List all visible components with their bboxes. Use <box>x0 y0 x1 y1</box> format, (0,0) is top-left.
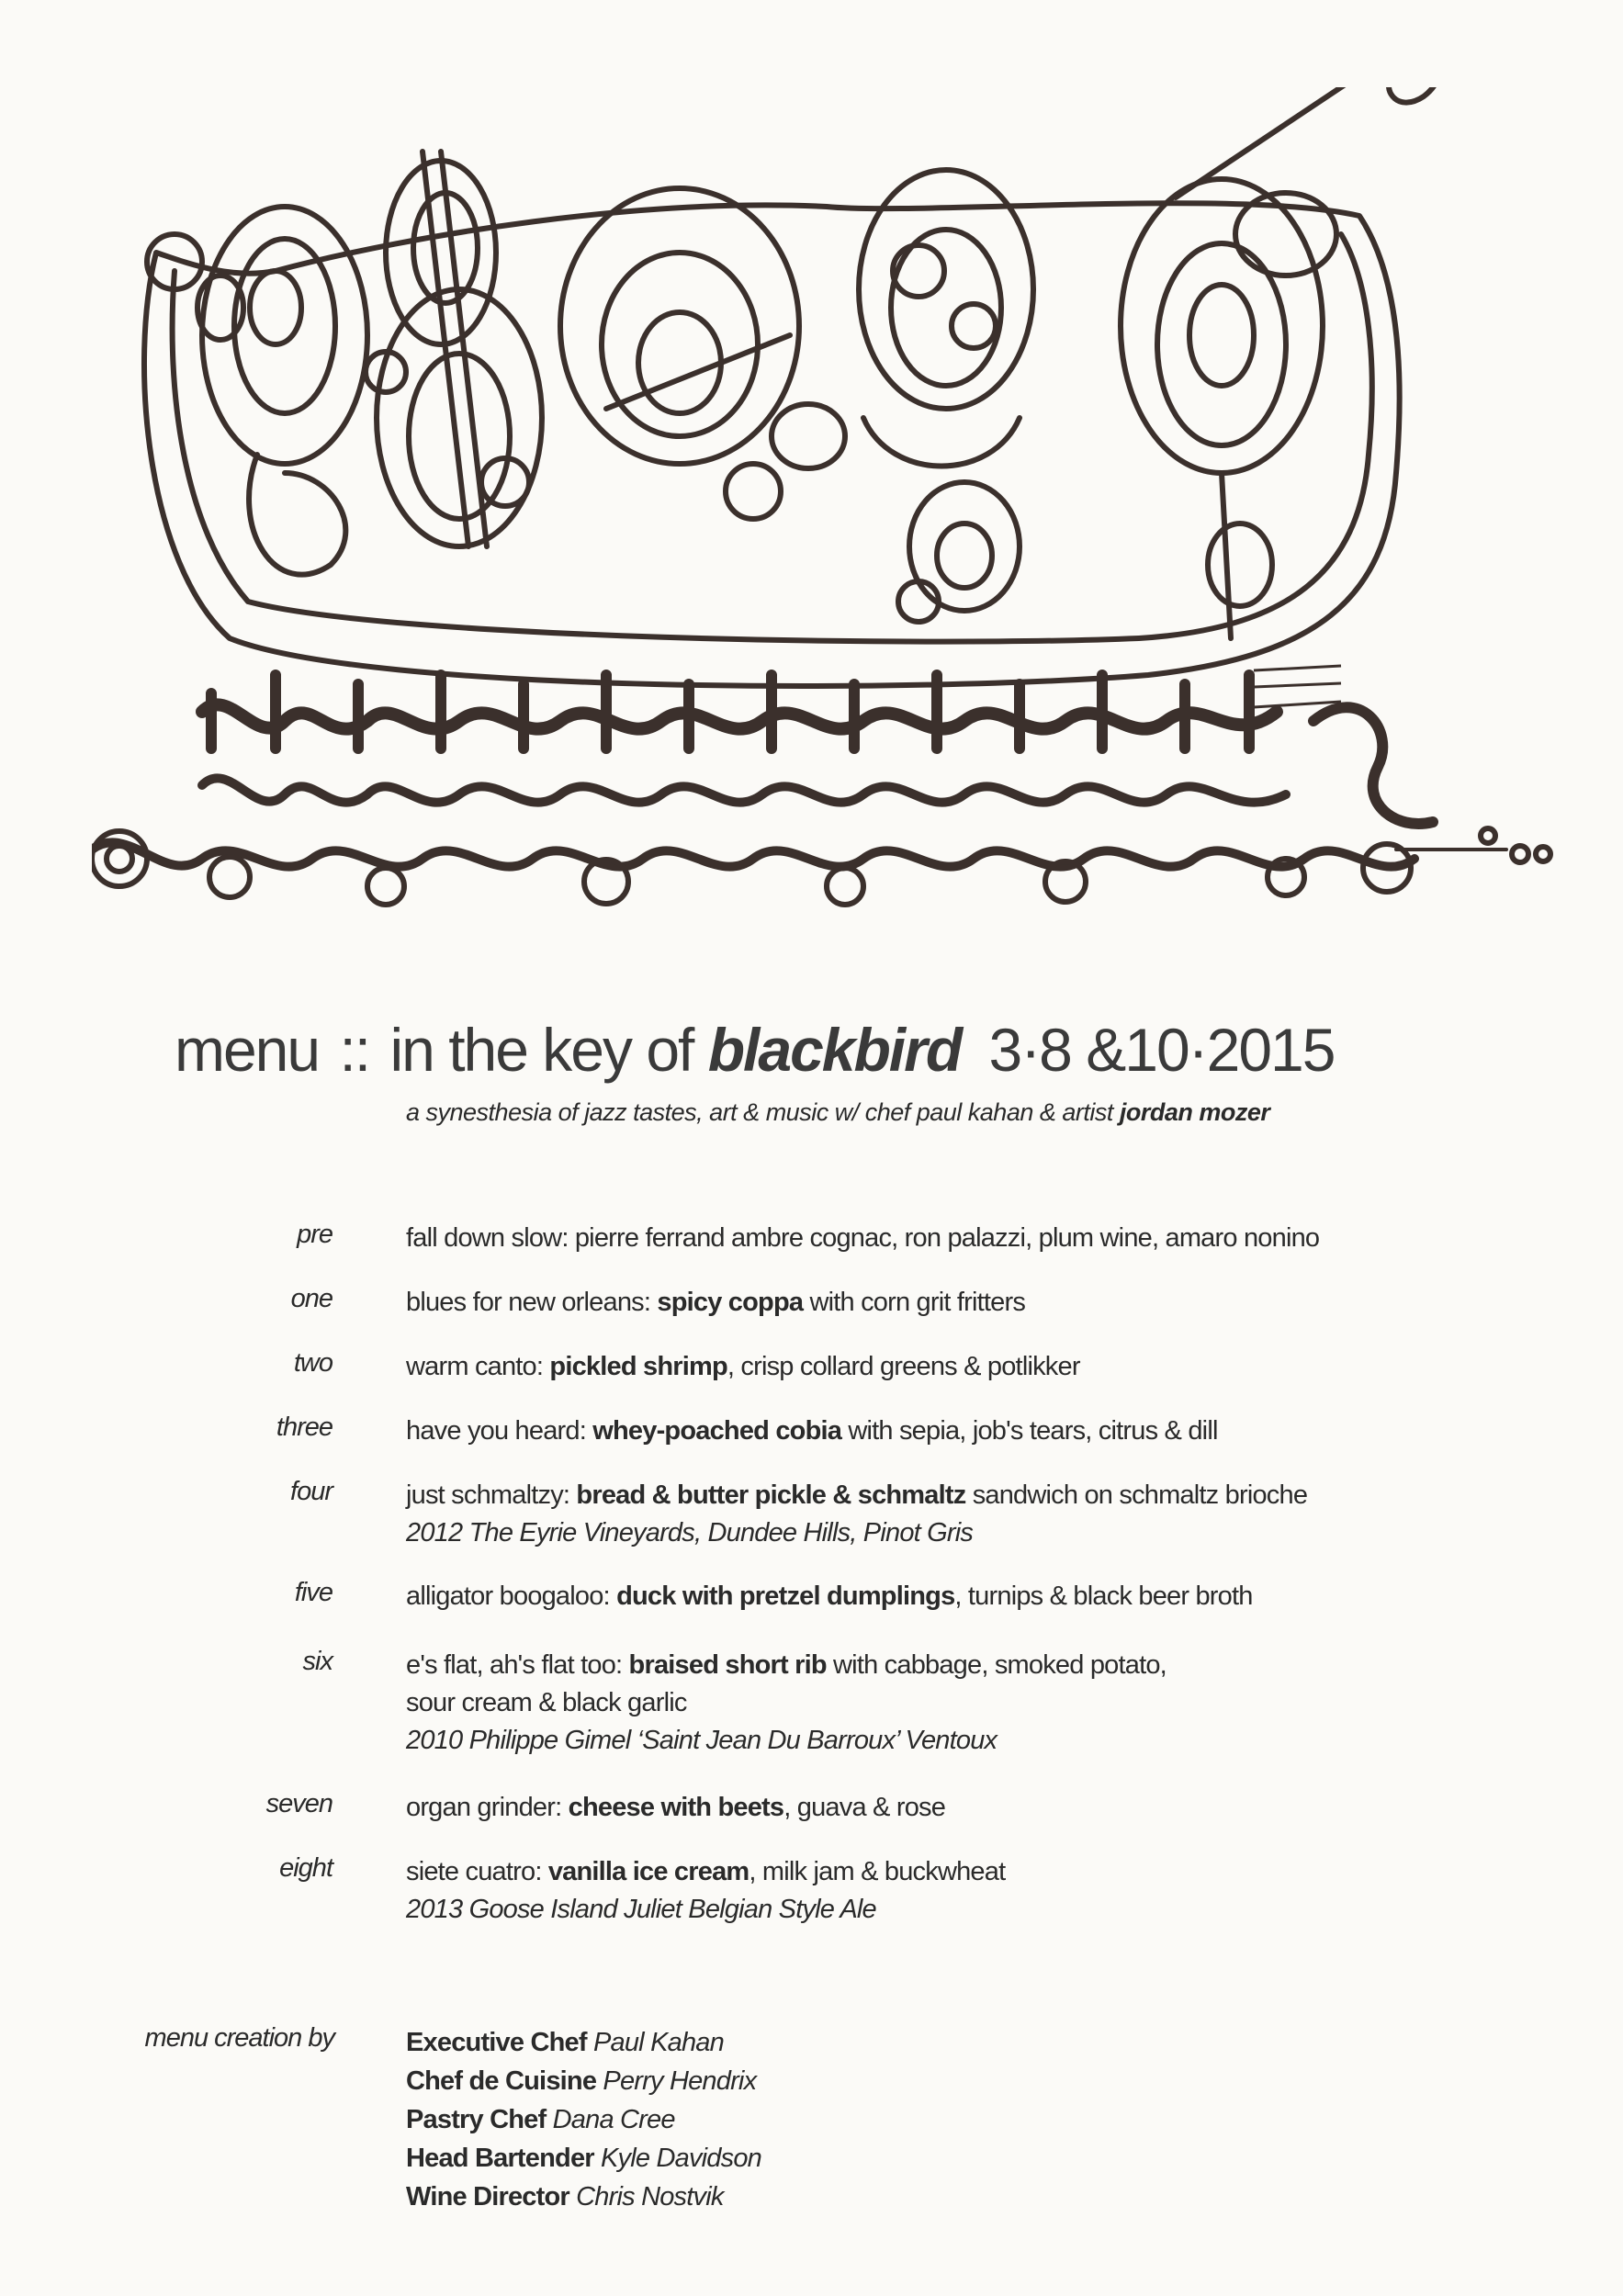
dish-line <box>406 1416 1218 1446</box>
dish-highlight: duck with pretzel dumplings <box>616 1581 955 1611</box>
dish-title: e's flat, ah's flat too: <box>406 1650 629 1680</box>
credit-person: Perry Hendrix <box>603 2066 757 2096</box>
dish-title: just schmaltzy: <box>406 1480 577 1510</box>
course-number: six <box>302 1647 332 1676</box>
course-number: four <box>290 1477 332 1506</box>
credit-role: Pastry Chef <box>406 2105 553 2134</box>
dish-line <box>406 1480 1307 1510</box>
credits-list <box>406 2023 761 2216</box>
dish-line-continued: sour cream & black garlic <box>406 1688 687 1717</box>
credit-role: Executive Chef <box>406 2028 593 2057</box>
course-number: eight <box>279 1853 332 1883</box>
course-description <box>406 1647 1508 1760</box>
course-description <box>406 1284 1508 1322</box>
credit-person: Paul Kahan <box>592 2028 724 2057</box>
title-date: 3·8 &10·2015 <box>988 1016 1335 1084</box>
dish-line <box>406 1223 1319 1253</box>
course-number: seven <box>265 1789 332 1818</box>
jazz-band-artwork <box>92 87 1561 969</box>
dish-accompaniments: sandwich on schmaltz brioche <box>965 1480 1308 1510</box>
course-number: five <box>294 1578 332 1607</box>
dish-line <box>406 1288 1025 1317</box>
course-description <box>406 1789 1508 1827</box>
dish-highlight: spicy coppa <box>657 1288 804 1317</box>
credit-row <box>406 2023 761 2062</box>
subtitle-text: a synesthesia of jazz tastes, art & music w/ chef paul kahan & artist <box>406 1098 1113 1126</box>
credit-row <box>406 2139 761 2178</box>
course-number: two <box>293 1348 332 1378</box>
course-number: three <box>276 1412 332 1442</box>
dish-accompaniments: , milk jam & buckwheat <box>749 1857 1006 1886</box>
course-description <box>406 1853 1508 1929</box>
title-menu: menu <box>175 1016 320 1084</box>
credit-row <box>406 2062 761 2100</box>
dish-line <box>406 1857 1005 1886</box>
course-number: one <box>290 1284 332 1313</box>
dish-highlight: bread & butter pickle & schmaltz <box>576 1480 966 1510</box>
credit-role: Chef de Cuisine <box>406 2066 603 2096</box>
course-description <box>406 1477 1508 1552</box>
course-description <box>406 1348 1508 1386</box>
dish-title: alligator boogaloo: <box>406 1581 617 1611</box>
dish-accompaniments: with sepia, job's tears, citrus & dill <box>841 1416 1218 1446</box>
subtitle-artist: jordan mozer <box>1119 1098 1270 1126</box>
wine-pairing: 2013 Goose Island Juliet Belgian Style Ale <box>406 1895 876 1924</box>
course-description <box>406 1412 1508 1450</box>
dish-accompaniments: with corn grit fritters <box>803 1288 1026 1317</box>
dish-highlight: whey-poached cobia <box>592 1416 842 1446</box>
dish-title: have you heard: <box>406 1416 593 1446</box>
dish-accompaniments: with cabbage, smoked potato, <box>826 1650 1167 1680</box>
course-description <box>406 1220 1508 1257</box>
dish-highlight: cheese with beets <box>568 1793 784 1822</box>
artist-signature <box>1249 661 1350 716</box>
credit-person: Chris Nostvik <box>576 2182 724 2212</box>
dish-highlight: vanilla ice cream <box>547 1857 750 1886</box>
credit-role: Head Bartender <box>406 2144 602 2173</box>
credit-row <box>406 2178 761 2216</box>
course-number: pre <box>297 1220 332 1249</box>
wine-pairing: 2012 The Eyrie Vineyards, Dundee Hills, Pinot Gris <box>406 1518 974 1548</box>
dish-accompaniments: , crisp collard greens & potlikker <box>727 1352 1080 1381</box>
dish-highlight: pickled shrimp <box>549 1352 727 1381</box>
course-description <box>406 1578 1508 1615</box>
dish-line <box>406 1352 1080 1381</box>
dish-accompaniments: , turnips & black beer broth <box>954 1581 1253 1611</box>
dish-line <box>406 1650 1167 1680</box>
dish-title: fall down slow: pierre ferrand ambre cognac, ron palazzi, plum wine, amaro nonino <box>406 1223 1320 1253</box>
menu-subtitle <box>406 1098 1269 1127</box>
dish-title: warm canto: <box>406 1352 550 1381</box>
title-key: in the key of <box>389 1016 693 1084</box>
dish-highlight: braised short rib <box>628 1650 827 1680</box>
title-separator: :: <box>339 1016 370 1084</box>
credit-row <box>406 2100 761 2139</box>
dish-line <box>406 1581 1253 1611</box>
dish-line <box>406 1793 945 1822</box>
dish-accompaniments: , guava & rose <box>783 1793 946 1822</box>
dish-title: siete cuatro: <box>406 1857 548 1886</box>
menu-title <box>175 1015 1334 1085</box>
credits-label: menu creation by <box>144 2023 334 2053</box>
credit-person: Kyle Davidson <box>601 2144 761 2173</box>
dish-title: blues for new orleans: <box>406 1288 658 1317</box>
dish-title: organ grinder: <box>406 1793 569 1822</box>
credit-role: Wine Director <box>406 2182 577 2212</box>
wine-pairing: 2010 Philippe Gimel ‘Saint Jean Du Barroux’ Ventoux <box>406 1726 997 1755</box>
title-restaurant: blackbird <box>707 1016 962 1084</box>
credit-person: Dana Cree <box>552 2105 675 2134</box>
